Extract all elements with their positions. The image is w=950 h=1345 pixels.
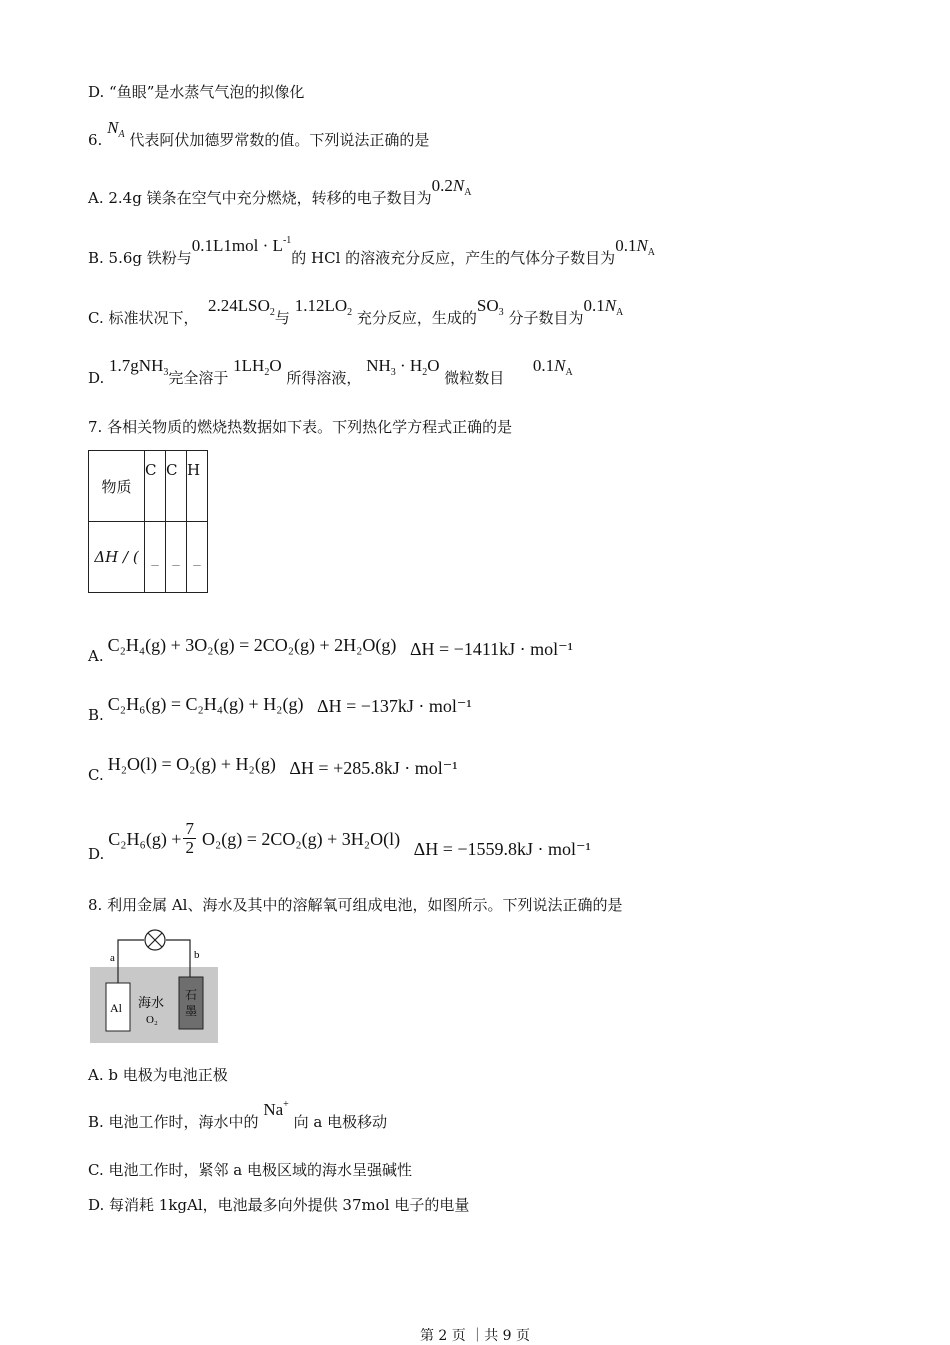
q6-option-b: B. 5.6g 铁粉与$0.1L1mol \cdot L^{-1}$的 HCl 的溶液充分反应，产生的气体分子数目为$0.1N_A$ (88, 235, 656, 267)
q7-option-c: C.H₂O(l) = O₂(g) + H₂(g) ΔH = +285.8kJ · mol⁻¹ (88, 754, 458, 784)
graphite-label-2: 墨 (185, 1004, 198, 1018)
table-cell: _ (166, 522, 187, 593)
battery-diagram (88, 925, 220, 1045)
q8-option-b: B. 电池工作时，海水中的 Na+ 向 a 电极移动 (88, 1099, 388, 1131)
al-label: Al (110, 1001, 122, 1015)
q8-stem: 8. 利用金属 Al、海水及其中的溶解氧可组成电池，如图所示。下列说法正确的是 (88, 896, 623, 914)
table-header-substance: 物质 (89, 451, 145, 522)
q7-option-b: B.C₂H₆(g) = C₂H₄(g) + H₂(g) ΔH = −137kJ · mol⁻¹ (88, 694, 472, 724)
combustion-heat-table (88, 450, 208, 593)
table-cell: C (166, 451, 187, 522)
label-b: b (194, 949, 200, 961)
q5-option-d: D. “鱼眼”是水蒸气气泡的拟像化 (88, 83, 305, 101)
q6-option-a: A. 2.4g 镁条在空气中充分燃烧，转移的电子数目为$0.2N_A$ (88, 176, 472, 207)
q8-option-c: C. 电池工作时，紧邻 a 电极区域的海水呈强碱性 (88, 1161, 412, 1179)
graphite-electrode (179, 977, 203, 1029)
label-a: a (110, 952, 115, 964)
o2-label: O₂ (146, 1014, 158, 1026)
table-cell: H (187, 451, 208, 522)
q6-option-d: D. 1.7gNH$_3$完全溶于 $1LH_2O$ 所得溶液， $NH_3 \cdot H_2O$ 微粒数目 $0.1N_A$ (88, 356, 573, 387)
page-footer: 第 2 页 ｜共 9 页 (419, 1328, 531, 1344)
graphite-label-1: 石 (185, 988, 198, 1002)
q8-option-a: A. b 电极为电池正极 (88, 1066, 228, 1084)
q7-stem: 7. 各相关物质的燃烧热数据如下表。下列热化学方程式正确的是 (88, 418, 513, 436)
q6-stem: 6. $N_A$ 代表阿伏加德罗常数的值。下列说法正确的是 (88, 118, 430, 149)
q7-option-d: D.C₂H₆(g) + $\frac{7}{2}$ O₂(g) = 2CO₂(g) + 3H₂O(l) ΔH = −1559.8kJ · mol⁻¹ (88, 819, 591, 863)
q7-option-a: A.C₂H₄(g) + 3O₂(g) = 2CO₂(g) + 2H₂O(g) ΔH = −1411kJ · mol⁻¹ (88, 635, 574, 665)
na-symbol: $N_A$ (107, 118, 125, 140)
table-cell: _ (145, 522, 166, 593)
bulb-icon (145, 930, 165, 950)
table-cell: C (145, 451, 166, 522)
seawater-label: 海水 (138, 995, 165, 1010)
q8-option-d: D. 每消耗 1kgAl，电池最多向外提供 37mol 电子的电量 (88, 1196, 470, 1214)
q6-option-c: C. 标准状况下， $2.24LSO_2$与 $1.12LO_2$ 充分反应，生成的$SO_3$ 分子数目为$0.1N_A$ (88, 296, 624, 327)
table-header-dh: ΔH / ( (89, 522, 145, 593)
table-cell: _ (187, 522, 208, 593)
